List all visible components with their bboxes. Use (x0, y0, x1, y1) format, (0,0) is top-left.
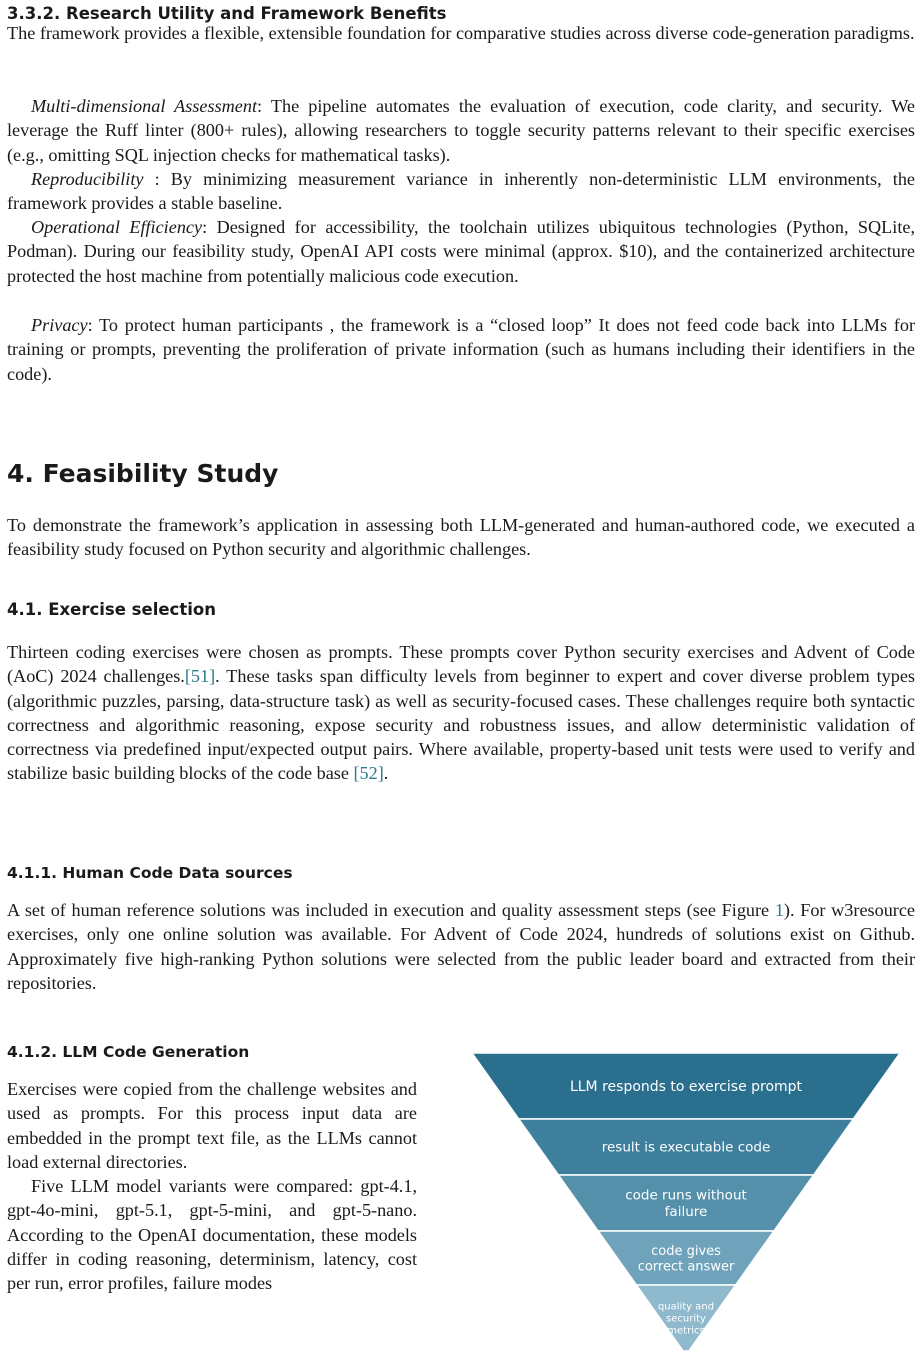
funnel-level-label: code runs without (625, 1187, 747, 1204)
section-4-1-2-para2: Five LLM model variants were compared: gpt-4.1, gpt-4o-mini, gpt-5.1, gpt-5-mini, and gpt-5-nano. According to the OpenAI documentation, these models differ in coding reasoning, determinism, latency, cost per run, error profiles, failure modes (7, 1176, 417, 1294)
benefit-text: By minimizing measurement variance in inherently non-deterministic LLM environments, the framework provides a stable baseline. (7, 169, 915, 214)
benefit-term: Reproducibility (31, 169, 144, 189)
section-heading-4: 4. Feasibility Study (7, 459, 279, 488)
funnel-level-label: failure (664, 1203, 708, 1220)
citation-link[interactable]: [51] (184, 666, 216, 687)
benefit-privacy: Privacy: To protect human participants , the framework is a “closed loop” It does not feed code back into LLMs for training or prompts, preventing the proliferation of private information (such as humans including their identifiers in the code). (7, 315, 915, 384)
section-4-1-2-para1: Exercises were copied from the challenge websites and used as prompts. For this process input data are embedded in the prompt text file, as the LLMs cannot load external directories. (7, 1079, 417, 1172)
figure-ref-link[interactable]: 1 (774, 900, 784, 920)
benefit-text: The pipeline automates the evaluation of execution, code clarity, and security. We leverage the Ruff linter (800+ rules), allowing researchers to toggle security patterns relevant to their specific exercises (e.g., omitting SQL injection checks for mathematical tasks). (7, 96, 915, 165)
benefit-operational-efficiency: Operational Efficiency: Designed for accessibility, the toolchain utilizes ubiquitous technologies (Python, SQLite, Podman). During our feasibility study, OpenAI API costs were minimal (approx. $10), and the containerized architecture protected the host machine from potentially malicious code execution. (7, 217, 916, 286)
benefit-multi-dimensional: Multi-dimensional Assessment: The pipeline automates the evaluation of execution, code clarity, and security. We leverage the Ruff linter (800+ rules), allowing researchers to toggle security patterns relevant to their specific exercises (e.g., omitting SQL injection checks for mathematical tasks). (7, 96, 915, 165)
funnel-level-label: code gives (651, 1243, 721, 1259)
funnel-level-label: LLM responds to exercise prompt (569, 1078, 803, 1095)
funnel-level-label: quality and (657, 1301, 715, 1313)
benefit-text: To protect human participants , the framework is a “closed loop” It does not feed code back into LLMs for training or prompts, preventing the proliferation of private information (such as humans including their identifiers in the code). (7, 315, 915, 384)
citation-link[interactable]: [52] (353, 763, 384, 784)
benefit-reproducibility: Reproducibility : By minimizing measurement variance in inherently non-deterministic LLM environments, the framework provides a stable baseline. (7, 169, 915, 214)
benefit-term: Privacy (31, 315, 88, 335)
funnel-level-label: result is executable code (601, 1139, 771, 1156)
funnel-level-label: metrics (667, 1325, 705, 1337)
benefit-term: Operational Efficiency (31, 217, 203, 237)
section-4-1-body: Thirteen coding exercises were chosen as prompts. These prompts cover Python security exercises and Advent of Code (AoC) 2024 challenges.[51]. These tasks span difficulty levels from beginner to expert and cover diverse problem types (algorithmic puzzles, parsing, data-structure task) as well as security-focused cases. These challenges require both syntactic correctness and algorithmic reasoning, expose security and robustness issues, and allow deterministic validation of correctness via predefined input/expected output pairs. Where available, property-based unit tests were used to verify and stabilize basic building blocks of the code base [52]. (7, 642, 915, 784)
funnel-level-label: security (666, 1313, 706, 1325)
section-heading-3-3-2: 3.3.2. Research Utility and Framework Benefits (7, 4, 447, 23)
benefit-term: Multi-dimensional Assessment (31, 96, 258, 116)
section-heading-4-1-2: 4.1.2. LLM Code Generation (7, 1043, 250, 1061)
section-heading-4-1: 4.1. Exercise selection (7, 600, 216, 619)
benefit-text: Designed for accessibility, the toolchain utilizes ubiquitous technologies (Python, SQLite, Podman). During our feasibility study, OpenAI API costs were minimal (approx. $10), and the containerized architecture protected the host machine from potentially malicious code execution. (7, 217, 916, 286)
funnel-level-label: correct answer (637, 1259, 735, 1275)
section-4-1-1-body: A set of human reference solutions was included in execution and quality assessment steps (see Figure 1). For w3resource exercises, only one online solution was available. For Advent of Code 2024, hundreds of solutions exist on Github. Approximately five high-ranking Python solutions were selected from the public leader board and extracted from their repositories. (7, 900, 915, 993)
section-3-3-2-intro: The framework provides a flexible, extensible foundation for comparative studies across diverse code-generation paradigms. (7, 23, 915, 43)
section-heading-4-1-1: 4.1.1. Human Code Data sources (7, 864, 293, 882)
evaluation-funnel-figure (472, 1053, 900, 1361)
section-4-intro: To demonstrate the framework’s application in assessing both LLM-generated and human-authored code, we executed a feasibility study focused on Python security and algorithmic challenges. (7, 515, 915, 560)
